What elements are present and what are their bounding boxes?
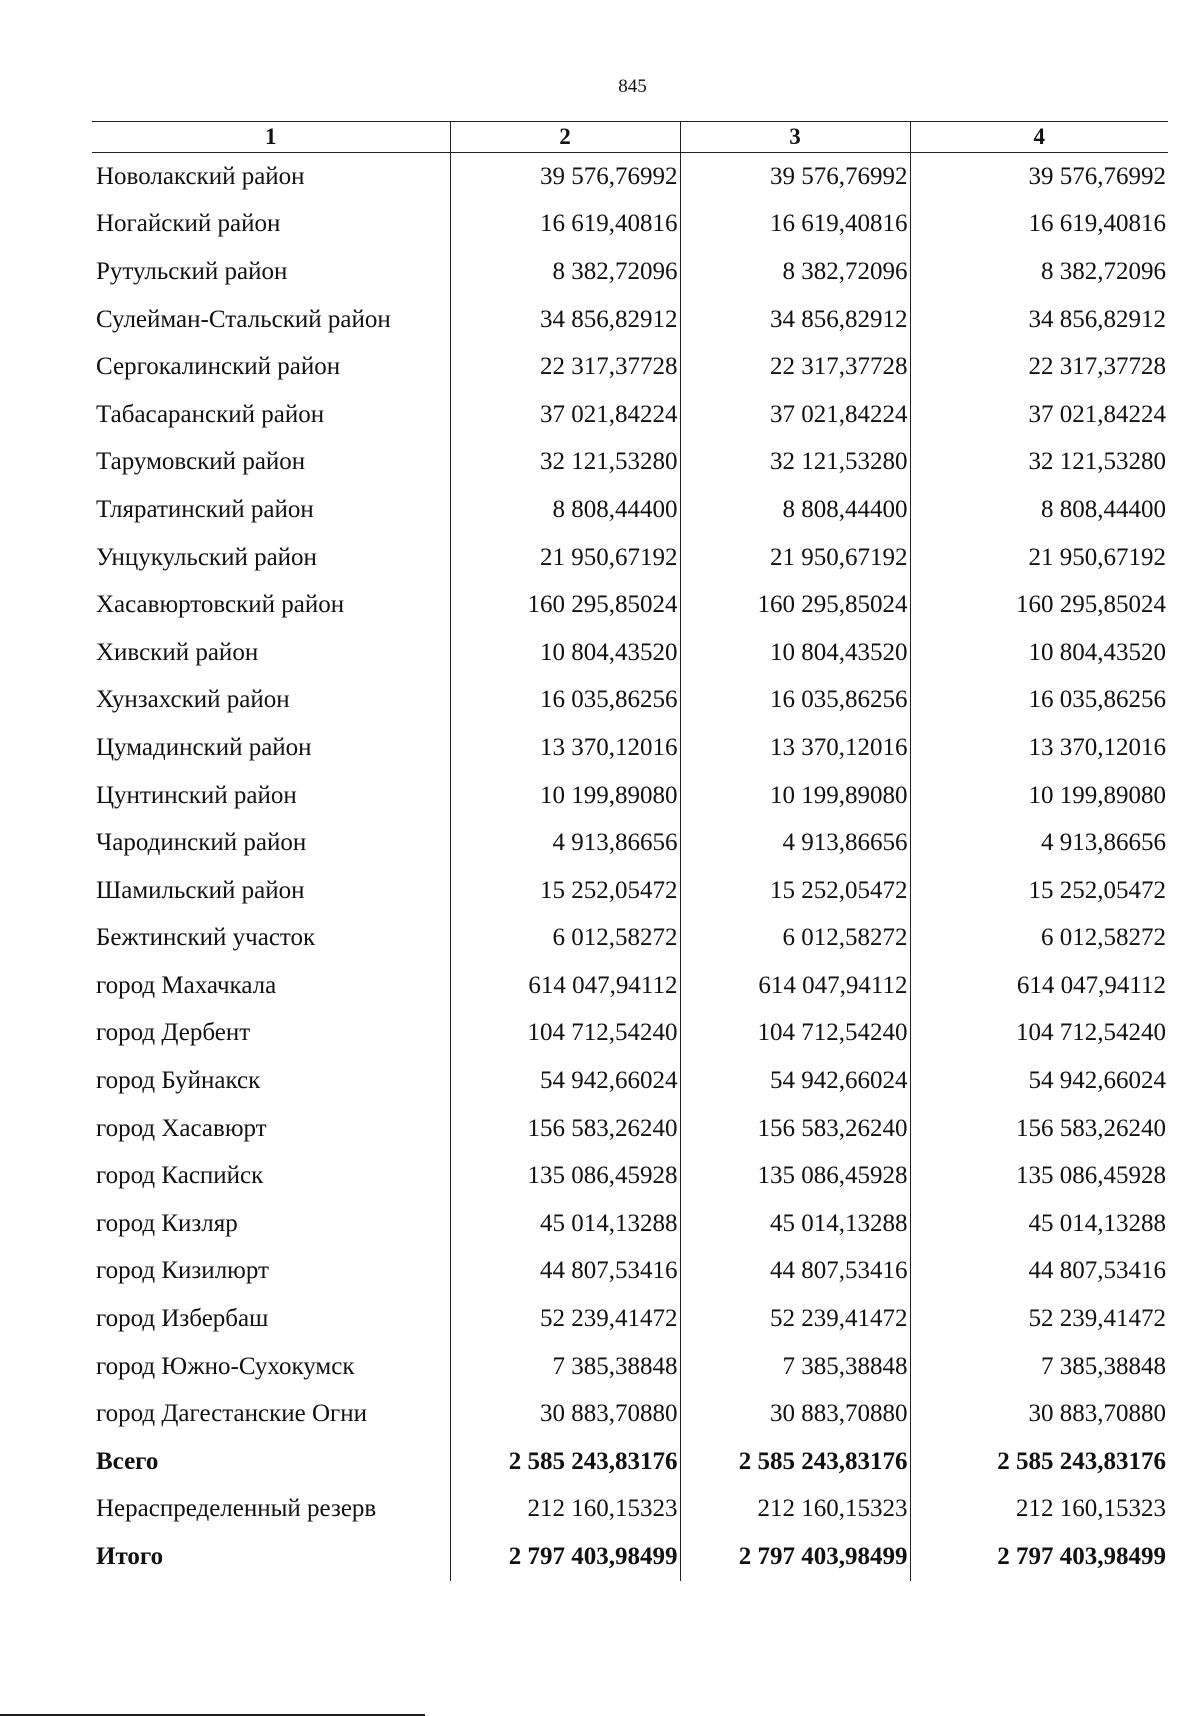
row-value-col2: 156 583,26240 <box>450 1105 680 1153</box>
row-value-col4: 22 317,37728 <box>910 343 1168 391</box>
row-value-col4: 32 121,53280 <box>910 439 1168 487</box>
row-value-col3: 2 797 403,98499 <box>680 1533 910 1581</box>
row-name-cell: Хасавюртовский район <box>96 591 345 619</box>
row-value-col2: 30 883,70880 <box>450 1390 680 1438</box>
table-row <box>92 201 1168 249</box>
row-name-cell: город Дагестанские Огни <box>96 1400 368 1428</box>
row-value-col3: 16 619,40816 <box>680 201 910 249</box>
row-value-col3: 4 913,86656 <box>680 819 910 867</box>
row-name-cell: Нераспределенный резерв <box>96 1495 377 1523</box>
row-value-col2: 21 950,67192 <box>450 534 680 582</box>
row-value-col3: 54 942,66024 <box>680 1057 910 1105</box>
row-value-col2: 4 913,86656 <box>450 819 680 867</box>
row-name-cell: Сергокалинский район <box>96 353 341 381</box>
row-value-col4: 39 576,76992 <box>910 153 1168 201</box>
row-value-col3: 7 385,38848 <box>680 1343 910 1391</box>
row-value-col2: 10 804,43520 <box>450 629 680 677</box>
row-name-cell: город Избербаш <box>96 1305 269 1333</box>
row-value-col4: 45 014,13288 <box>910 1200 1168 1248</box>
row-value-col3: 34 856,82912 <box>680 296 910 344</box>
table-row <box>92 534 1168 582</box>
row-value-col4: 54 942,66024 <box>910 1057 1168 1105</box>
table-row <box>92 153 1168 201</box>
row-name-cell: Ногайский район <box>96 210 281 238</box>
row-value-col4: 160 295,85024 <box>910 581 1168 629</box>
row-value-col2: 16 035,86256 <box>450 677 680 725</box>
row-value-col2: 45 014,13288 <box>450 1200 680 1248</box>
table-row <box>92 867 1168 915</box>
row-value-col3: 37 021,84224 <box>680 391 910 439</box>
row-value-col2: 104 712,54240 <box>450 1010 680 1058</box>
table-row <box>92 1295 1168 1343</box>
row-value-col3: 32 121,53280 <box>680 439 910 487</box>
row-name-cell: город Кизляр <box>96 1209 238 1237</box>
row-value-col2: 7 385,38848 <box>450 1343 680 1391</box>
table-row <box>92 1010 1168 1058</box>
table-row <box>92 1105 1168 1153</box>
row-value-col4: 30 883,70880 <box>910 1390 1168 1438</box>
row-value-col3: 614 047,94112 <box>680 962 910 1010</box>
row-value-col3: 8 382,72096 <box>680 248 910 296</box>
row-value-col4: 7 385,38848 <box>910 1343 1168 1391</box>
table-row <box>92 677 1168 725</box>
row-value-col2: 37 021,84224 <box>450 391 680 439</box>
table-row <box>92 1200 1168 1248</box>
table-row <box>92 1533 1168 1581</box>
table-row <box>92 391 1168 439</box>
row-value-col3: 44 807,53416 <box>680 1248 910 1296</box>
row-name-cell: Цумадинский район <box>96 733 312 761</box>
row-value-col4: 37 021,84224 <box>910 391 1168 439</box>
row-value-col4: 212 160,15323 <box>910 1486 1168 1534</box>
row-value-col4: 135 086,45928 <box>910 1152 1168 1200</box>
row-value-col2: 52 239,41472 <box>450 1295 680 1343</box>
row-name-cell: Хунзахский район <box>96 686 290 714</box>
column-header-4: 4 <box>910 122 1168 153</box>
row-value-col3: 22 317,37728 <box>680 343 910 391</box>
row-value-col4: 52 239,41472 <box>910 1295 1168 1343</box>
row-name-cell: Унцукульский район <box>96 543 317 571</box>
row-value-col4: 44 807,53416 <box>910 1248 1168 1296</box>
table-row <box>92 1343 1168 1391</box>
row-value-col4: 21 950,67192 <box>910 534 1168 582</box>
row-value-col3: 10 804,43520 <box>680 629 910 677</box>
row-name-cell: город Хасавюрт <box>96 1114 267 1142</box>
row-value-col4: 15 252,05472 <box>910 867 1168 915</box>
row-value-col4: 156 583,26240 <box>910 1105 1168 1153</box>
row-name-cell: город Буйнакск <box>96 1067 261 1095</box>
table-row <box>92 1057 1168 1105</box>
row-name-cell: город Дербент <box>96 1019 251 1047</box>
row-value-col3: 13 370,12016 <box>680 724 910 772</box>
row-value-col4: 104 712,54240 <box>910 1010 1168 1058</box>
row-name-cell: Шамильский район <box>96 876 305 904</box>
table-row <box>92 248 1168 296</box>
row-name-cell: город Кизилюрт <box>96 1257 269 1285</box>
row-value-col2: 16 619,40816 <box>450 201 680 249</box>
row-value-col2: 135 086,45928 <box>450 1152 680 1200</box>
row-value-col2: 44 807,53416 <box>450 1248 680 1296</box>
row-name-cell: город Каспийск <box>96 1162 264 1190</box>
column-header-1: 1 <box>92 122 450 153</box>
row-name-cell: Табасаранский район <box>96 400 325 428</box>
row-value-col2: 614 047,94112 <box>450 962 680 1010</box>
row-name-cell: город Южно-Сухокумск <box>96 1352 355 1380</box>
header-row <box>92 122 1168 153</box>
table-row <box>92 1152 1168 1200</box>
row-value-col4: 2 585 243,83176 <box>910 1438 1168 1486</box>
row-name-cell: Цунтинский район <box>96 781 297 809</box>
row-value-col2: 2 585 243,83176 <box>450 1438 680 1486</box>
table-row <box>92 486 1168 534</box>
row-value-col4: 13 370,12016 <box>910 724 1168 772</box>
column-header-3: 3 <box>680 122 910 153</box>
row-value-col4: 614 047,94112 <box>910 962 1168 1010</box>
row-value-col2: 2 797 403,98499 <box>450 1533 680 1581</box>
row-value-col2: 34 856,82912 <box>450 296 680 344</box>
row-value-col3: 10 199,89080 <box>680 772 910 820</box>
row-value-col4: 8 808,44400 <box>910 486 1168 534</box>
table-row <box>92 296 1168 344</box>
row-value-col2: 15 252,05472 <box>450 867 680 915</box>
table-row <box>92 915 1168 963</box>
row-value-col4: 10 199,89080 <box>910 772 1168 820</box>
row-name-cell: Рутульский район <box>96 257 288 285</box>
row-value-col4: 4 913,86656 <box>910 819 1168 867</box>
table-row <box>92 724 1168 772</box>
row-value-col3: 16 035,86256 <box>680 677 910 725</box>
row-value-col4: 10 804,43520 <box>910 629 1168 677</box>
table-row <box>92 1486 1168 1534</box>
table-row <box>92 819 1168 867</box>
budget-table <box>92 121 1168 1581</box>
row-name-cell: Чародинский район <box>96 829 307 857</box>
row-value-col3: 6 012,58272 <box>680 915 910 963</box>
row-value-col2: 10 199,89080 <box>450 772 680 820</box>
row-name-cell: Бежтинский участок <box>96 924 316 952</box>
row-value-col2: 32 121,53280 <box>450 439 680 487</box>
table-header <box>92 122 1168 153</box>
table-row <box>92 1390 1168 1438</box>
table-row <box>92 1438 1168 1486</box>
row-value-col3: 104 712,54240 <box>680 1010 910 1058</box>
row-value-col3: 21 950,67192 <box>680 534 910 582</box>
row-value-col3: 39 576,76992 <box>680 153 910 201</box>
row-value-col3: 52 239,41472 <box>680 1295 910 1343</box>
row-name-cell: Сулейман-Стальский район <box>96 305 391 333</box>
row-value-col3: 135 086,45928 <box>680 1152 910 1200</box>
row-value-col3: 45 014,13288 <box>680 1200 910 1248</box>
row-value-col3: 2 585 243,83176 <box>680 1438 910 1486</box>
row-value-col3: 160 295,85024 <box>680 581 910 629</box>
table-row <box>92 772 1168 820</box>
row-value-col2: 160 295,85024 <box>450 581 680 629</box>
row-value-col3: 212 160,15323 <box>680 1486 910 1534</box>
row-name-cell: город Махачкала <box>96 971 277 999</box>
table-row <box>92 343 1168 391</box>
table-row <box>92 439 1168 487</box>
row-value-col2: 39 576,76992 <box>450 153 680 201</box>
table-body <box>92 153 1168 1581</box>
row-value-col4: 8 382,72096 <box>910 248 1168 296</box>
row-value-col2: 6 012,58272 <box>450 915 680 963</box>
table-row <box>92 581 1168 629</box>
row-name-cell: Тарумовский район <box>96 448 306 476</box>
row-name-cell: Итого <box>96 1543 164 1571</box>
row-value-col2: 54 942,66024 <box>450 1057 680 1105</box>
row-value-col4: 16 035,86256 <box>910 677 1168 725</box>
row-value-col3: 156 583,26240 <box>680 1105 910 1153</box>
table-row <box>92 629 1168 677</box>
row-name-cell: Хивский район <box>96 638 259 666</box>
row-value-col4: 2 797 403,98499 <box>910 1533 1168 1581</box>
row-value-col2: 8 382,72096 <box>450 248 680 296</box>
row-value-col4: 6 012,58272 <box>910 915 1168 963</box>
table-row <box>92 962 1168 1010</box>
row-value-col2: 8 808,44400 <box>450 486 680 534</box>
row-value-col4: 34 856,82912 <box>910 296 1168 344</box>
row-name-cell: Тляратинский район <box>96 495 314 523</box>
row-value-col3: 30 883,70880 <box>680 1390 910 1438</box>
row-value-col3: 15 252,05472 <box>680 867 910 915</box>
row-value-col2: 22 317,37728 <box>450 343 680 391</box>
row-value-col2: 13 370,12016 <box>450 724 680 772</box>
row-name-cell: Новолакский район <box>96 162 305 190</box>
table-row <box>92 1248 1168 1296</box>
row-value-col2: 212 160,15323 <box>450 1486 680 1534</box>
row-value-col3: 8 808,44400 <box>680 486 910 534</box>
row-name-cell: Всего <box>96 1447 159 1475</box>
page-number: 845 <box>618 76 647 97</box>
column-header-2: 2 <box>450 122 680 153</box>
row-value-col4: 16 619,40816 <box>910 201 1168 249</box>
